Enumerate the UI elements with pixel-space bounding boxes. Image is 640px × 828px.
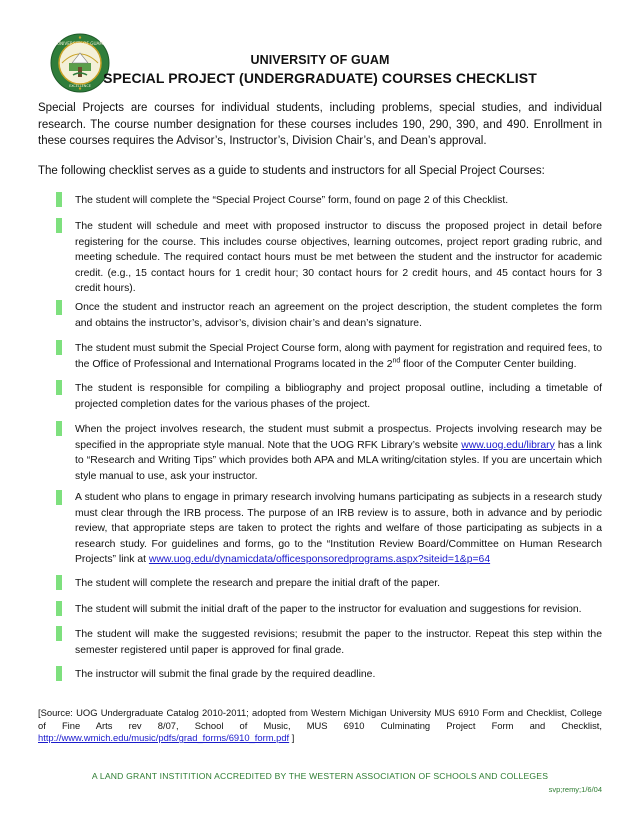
item-text: has a link to “Research and Writing Tips” which provides both APA and MLA writing/citation styles. If you are uncertain which style manual to use, ask your instructor.	[75, 439, 602, 482]
checkbox-icon[interactable]	[56, 490, 62, 505]
checklist-item: The student will schedule and meet with proposed instructor to discuss the proposed project in detail before registering for the course. This includes course objectives, learning outcomes, project report grading rubric, and meeting schedule. The required contact hours must be met between the student and the instructor for academic credit. (e.g., 15 contact hours for 1 credit hour; 30 contact hours for 2 credit hours, and 45 contact hours for 3 credit hours).	[75, 221, 602, 294]
checklist-item	[75, 490, 602, 568]
item-text: When the project involves research, the student must submit a prospectus. Projects involving research may be specified in the appropriate style manual. Note that the UOG RFK Library’s website	[75, 424, 602, 451]
checklist-item: Once the student and instructor reach an agreement on the project description, the student completes the form and obtains the instructor’s, advisor’s, division chair’s and dean’s signature.	[75, 302, 602, 329]
source-close: ]	[289, 732, 295, 744]
checkbox-icon[interactable]	[56, 380, 62, 395]
checkbox-icon[interactable]	[56, 421, 62, 436]
document-code: svp;remy;1/6/04	[548, 785, 602, 794]
library-link[interactable]: www.uog.edu/library	[461, 439, 555, 451]
irb-link[interactable]: www.uog.edu/dynamicdata/officesponsoredprograms.aspx?siteid=1&p=64	[148, 554, 491, 565]
source-text: [Source: UOG Undergraduate Catalog 2010-2011; adopted from Western Michigan University MUS 6910 Form and Checklist, College of Fine Arts rev 8/07, School of Music, MUS 6910 Culminating Project Form and Checklist,	[38, 707, 602, 731]
checkbox-icon[interactable]	[56, 218, 62, 233]
item-text: floor of the Computer Center building.	[400, 358, 577, 370]
checklist-item: The student will submit the initial draft of the paper to the instructor for evaluation and suggestions for revision.	[75, 604, 582, 615]
seal-text-bottom: EXCELLENCE	[69, 84, 91, 88]
checkbox-icon[interactable]	[56, 300, 62, 315]
seal-text-top: UNIVERSITY OF GUAM	[56, 41, 104, 46]
accreditation-footer: A LAND GRANT INSTITITION ACCREDITED BY THE WESTERN ASSOCIATION OF SCHOOLS AND COLLEGES	[91, 771, 549, 781]
page-title: SPECIAL PROJECT (UNDERGRADUATE) COURSES CHECKLIST	[103, 70, 537, 86]
source-link[interactable]: http://www.wmich.edu/music/pdfs/grad_forms/6910_form.pdf	[38, 732, 290, 744]
checklist-item: The student is responsible for compiling a bibliography and project proposal outline, including a timetable of projected completion dates for the various phases of the project.	[75, 383, 602, 410]
checklist-item: The student will complete the research and prepare the initial draft of the paper.	[75, 578, 441, 589]
item-text: A student who plans to engage in primary research involving humans participating as subjects in a research study must clear through the IRB process. The purpose of an IRB review is to assure, both in advance and by periodic review, that appropriate steps are taken to protect the rights and welfare of those participating as subjects in a research study. For guidelines and forms, go to the “Institution Review Board/Committee on Human Research Projects” link at	[75, 492, 602, 565]
checkbox-icon[interactable]	[56, 626, 62, 641]
checkbox-icon[interactable]	[56, 666, 62, 681]
checklist-item	[75, 341, 602, 372]
checklist-item: The instructor will submit the final grade by the required deadline.	[75, 669, 376, 680]
checkbox-icon[interactable]	[56, 192, 62, 207]
institution-name: UNIVERSITY OF GUAM	[250, 53, 390, 67]
item-text: The student must submit the Special Project Course form, along with payment for registration and required fees, to the Office of Professional and International Programs located in the 2	[75, 343, 602, 370]
checklist-item: The student will complete the “Special Project Course” form, found on page 2 of this Checklist.	[75, 195, 509, 206]
source-citation	[38, 707, 602, 745]
checklist-item	[75, 422, 602, 484]
intro-lead: The following checklist serves as a guide to students and instructors for all Special Project Courses:	[38, 165, 545, 177]
checkbox-icon[interactable]	[56, 601, 62, 616]
checkbox-icon[interactable]	[56, 575, 62, 590]
checklist-item: The student will make the suggested revisions; resubmit the paper to the instructor. Repeat this step within the semester registered until paper is approved for final grade.	[75, 629, 602, 656]
checkbox-icon[interactable]	[56, 340, 62, 355]
superscript: nd	[392, 357, 401, 365]
intro-paragraph: Special Projects are courses for individual students, including problems, special studies, and individual research. The course number designation for these courses includes 190, 290, 390, and 490. Enrollment in these courses requires the Advisor’s, Instructor’s, Division Chair’s, and Dean’s approval.	[38, 102, 602, 147]
